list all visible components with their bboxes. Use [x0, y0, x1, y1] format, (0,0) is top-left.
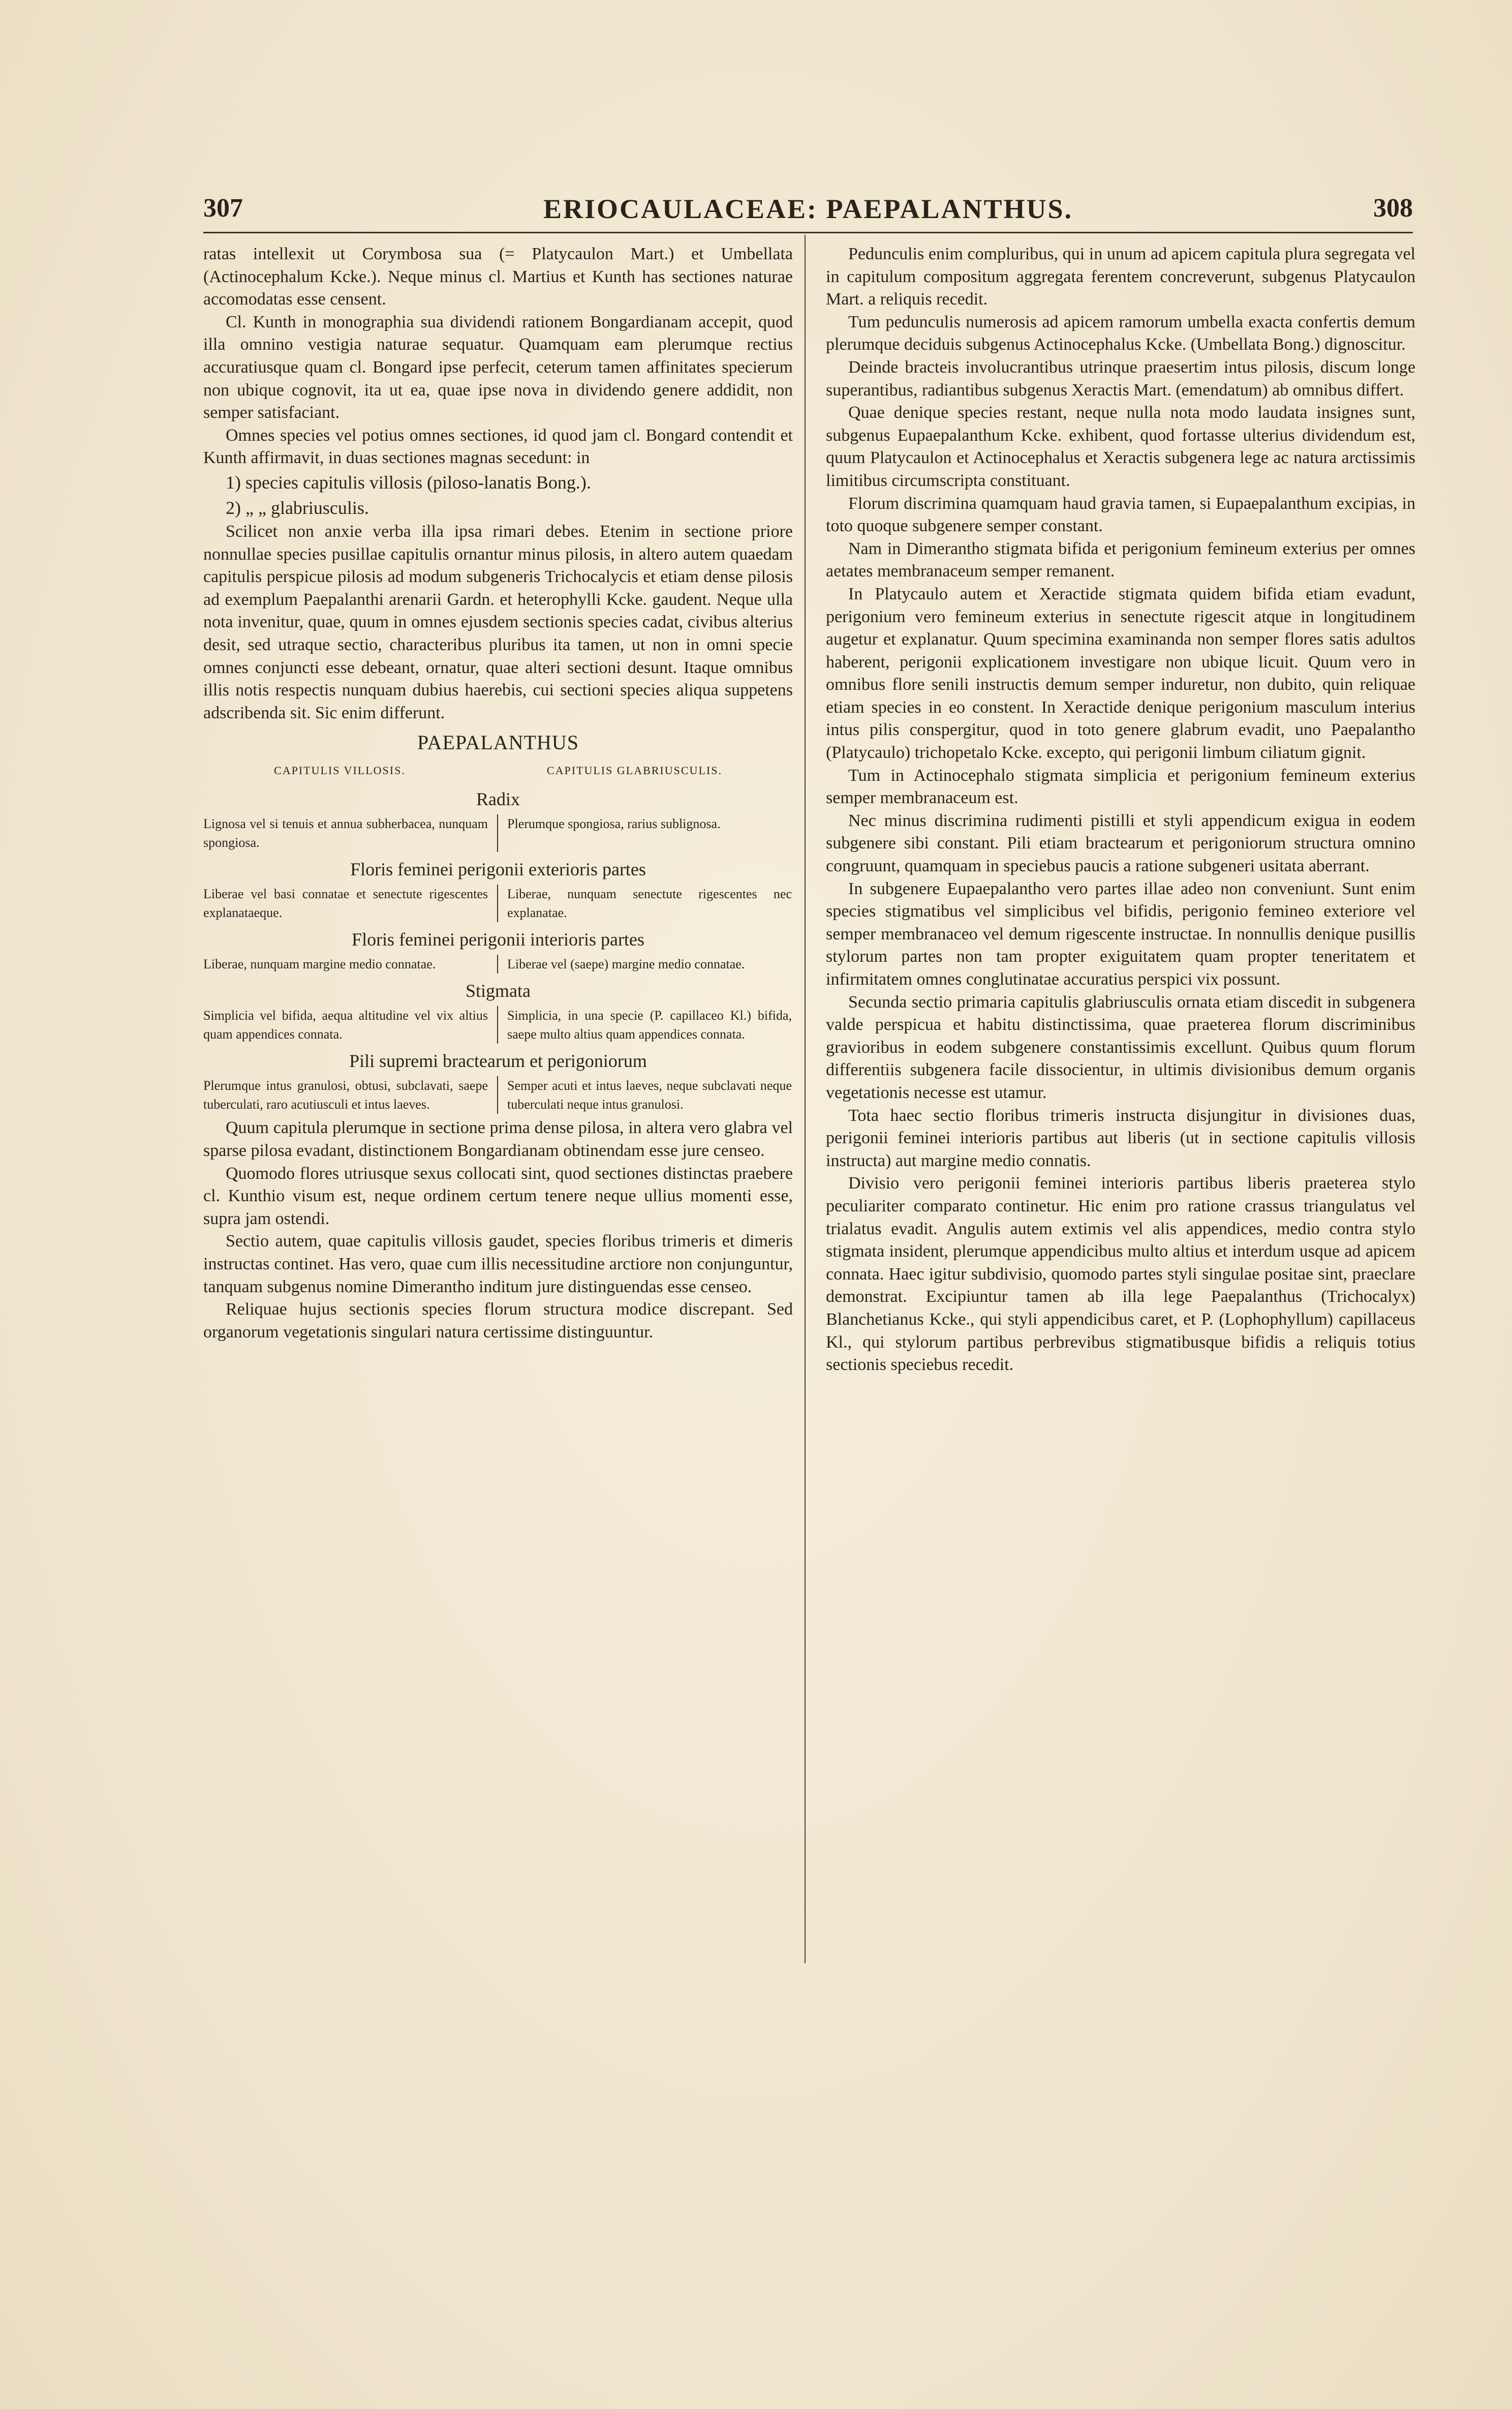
page-number-right: 308 [1373, 194, 1413, 223]
paragraph: Scilicet non anxie verba illa ipsa rimari debes. Etenim in sectione priore nonnullae species pusillae capitulis ornantur minus pilosis, in altero autem quaedam capitulis perspicue pilosis ad modum subgeneris Trichocalycis et etiam dense pilosis ad exemplum Paepalanthi arenarii Gardn. et heterophylli Kcke. gaudent. Neque ulla nota invenitur, quae, quum in omnes ejusdem sectionis species cadat, civibus alterius desit, sed utraque sectio, characteribus pluribus ita tamen, ut non in omni specie omnes conjuncti esse debeant, ornatur, quae alteri sectioni desunt. Itaque omnibus illis notis respectis nunquam dubius haerebis, cui sectioni species aliqua suppetens adscribenda sit. Sic enim differunt. [203, 522, 793, 722]
running-title: ERIOCAULACEAE: PAEPALANTHUS. [543, 194, 1073, 224]
paragraph: Quae denique species restant, neque nulla nota modo laudata insignes sunt, subgenus Eupaepalanthum Kcke. exhibent, quod fortasse ulterius dividendum est, quum Platycaulon et Actinocephalus et Xeractis subgenera lege ac natura arctissimis limitibus circumscripta constituant. [826, 403, 1415, 490]
paragraph: In subgenere Eupaepalantho vero partes illae adeo non conveniunt. Sunt enim species stigmatibus vel simplicibus vel bifidis, perigonio femineo exteriore vel semper membranaceo vel demum rigescente instructae. In nonnullis denique pusillis stylorum partes non tam propter exiguitatem quam propter teneritatem et infirmitatem omnes conglutinatae accuratius perspici vix possunt. [826, 879, 1415, 989]
paragraph: Cl. Kunth in monographia sua dividendi rationem Bongardianam accepit, quod illa omnino vestigia naturae sequatur. Quamquam eam plerumque rectius accuratiusque quam cl. Bongard ipse perfecit, ceterum tamen affinitates specierum non ubique cognovit, ita ut ea, quae ipse nova in dividendo genere addidit, non semper satisfaciant. [203, 312, 793, 422]
paragraph: Tum pedunculis numerosis ad apicem ramorum umbella exacta confertis demum plerumque deciduis subgenus Actinocephalus Kcke. (Umbellata Bong.) dignoscitur. [826, 312, 1415, 354]
paragraph: Omnes species vel potius omnes sectiones, id quod jam cl. Bongard contendit et Kunth affirmavit, in duas sectiones magnas secedunt: in [203, 425, 793, 468]
cell-right: Simplicia, in una specie (P. capillaceo Kl.) bifida, saepe multo altius quam appendices connata. [507, 1008, 792, 1042]
row-heading: Radix [476, 789, 520, 810]
paragraph: In Platycaulo autem et Xeractide stigmata quidem bifida etiam evadunt, perigonium vero femineum exterius in senectute rigescit atque in longitudinem augetur et explanatur. Quum specimina examinanda non semper flores satis adultos haberent, perigonii explicationem investigare non ubique licuit. Quum vero in omnibus flore senili instructis demum semper induretur, non dubito, quin reliquae etiam species in eo constent. In Xeractide denique perigonium masculum interius intus pilis conspergitur, quod in toto genere glabrum evadit, uno Paepalantho (Platycaulo) trichopetalo Kcke. excepto, qui perigonii limbum ciliatum gignit. [826, 584, 1415, 763]
row-heading: Pili supremi bractearum et perigoniorum [349, 1051, 647, 1072]
cell-left: Lignosa vel si tenuis et annua subherbacea, nunquam spongiosa. [203, 814, 498, 852]
column-header-left: CAPITULIS VILLOSIS. [274, 764, 406, 777]
column-header-right: CAPITULIS GLABRIUSCULIS. [546, 764, 722, 777]
paragraph: Nam in Dimerantho stigmata bifida et perigonium femineum exterius per omnes aetates membranaceum semper remanent. [826, 539, 1415, 581]
paragraph: Tota haec sectio floribus trimeris instructa disjungitur in divisiones duas, perigonii feminei interioris partibus aut liberis (ut in sectione capitulis villosis instructa) aut margine medio connatis. [826, 1106, 1415, 1170]
row-heading: Stigmata [466, 981, 531, 1001]
list-item: 2) „ „ glabriusculis. [226, 497, 369, 518]
comparison-row [203, 885, 793, 922]
header-rule [203, 232, 1413, 233]
row-heading: Floris feminei perigonii interioris partes [352, 929, 644, 950]
cell-right: Semper acuti et intus laeves, neque subclavati neque tuberculati neque intus granulosi. [507, 1078, 792, 1112]
paragraph: ratas intellexit ut Corymbosa sua (= Platycaulon Mart.) et Umbellata (Actinocephalum Kcke.). Neque minus cl. Martius et Kunth has sectiones naturae accomodatas esse censent. [203, 245, 793, 309]
paragraph: Nec minus discrimina rudimenti pistilli et styli appendicum exigua in eodem subgenere sibi constant. Pili etiam bractearum et perigoniorum structura omnino congruunt, quamquam in speciebus paucis a ratione subgeneri usitata aberrant. [826, 811, 1415, 876]
page-number-left: 307 [203, 194, 243, 223]
row-heading: Floris feminei perigonii exterioris partes [350, 859, 646, 880]
paragraph: Quum capitula plerumque in sectione prima dense pilosa, in altera vero glabra vel sparse pilosa evadant, distinctionem Bongardianam obtinendam esse jure censeo. [203, 1118, 793, 1161]
right-column [826, 243, 1415, 1377]
paragraph: Divisio vero perigonii feminei interioris partibus liberis praeterea stylo peculiariter comparato continetur. Hic enim pro ratione crassus triangulatus vel trialatus evadit. Angulis autem extimis vel alis appendices, medio contra stylo stigmata insident, plerumque appendicibus multo altius et interdum usque ad apicem connata. Haec igitur subdivisio, quomodo partes styli singulae positae sint, praeclare demonstrat. Excipiuntur tamen ab illa lege Paepalanthus (Trichocalyx) Blanchetianus Kcke., qui styli appendicibus caret, et P. (Lophophyllum) capillaceus Kl., qui stylorum partibus perbrevibus stigmatibusque bifidis a reliquis totius sectionis speciebus recedit. [826, 1174, 1415, 1375]
paragraph: Florum discrimina quamquam haud gravia tamen, si Eupaepalanthum excipias, in toto quoque subgenere semper constant. [826, 494, 1415, 536]
list-item: 1) species capitulis villosis (piloso-lanatis Bong.). [226, 472, 591, 493]
comparison-row [203, 1076, 793, 1114]
paragraph: Reliquae hujus sectionis species florum structura modice discrepant. Sed organorum vegetationis singulari natura certissime distinguuntur. [203, 1300, 793, 1341]
paragraph: Deinde bracteis involucrantibus utrinque praesertim intus pilosis, discum longe superantibus, radiantibus subgenus Xeractis Mart. (emendatum) ab omnibus differt. [826, 357, 1415, 400]
comparison-row [203, 955, 793, 973]
paragraph: Sectio autem, quae capitulis villosis gaudet, species floribus trimeris et dimeris instructas continet. Has vero, quae cum illis necessitudine arctiore non conjunguntur, tanquam subgenus nomine Dimerantho inditum jure distinguendas esse censeo. [203, 1232, 793, 1296]
cell-left: Liberae, nunquam margine medio connatae. [203, 955, 498, 973]
cell-left: Simplicia vel bifida, aequa altitudine vel vix altius quam appendices connata. [203, 1006, 498, 1044]
paragraph: Secunda sectio primaria capitulis glabriusculis ornata etiam discedit in subgenera valde perspicua et habitu distinctissima, quae praeterea florum discriminibus gravioribus in eodem subgenere constantissimis excellunt. Quibus quum florum differentiis subgenera facile dissocientur, in ultimis divisionibus demum organis vegetationis necesse est utamur. [826, 992, 1415, 1102]
comparison-row [203, 814, 793, 852]
cell-right: Liberae vel (saepe) margine medio connatae. [507, 957, 745, 972]
paragraph: Quomodo flores utriusque sexus collocati sint, quod sectiones distinctas praebere cl. Kunthio visum est, neque ordinem certum tenere neque ullius momenti esse, supra jam ostendi. [203, 1164, 793, 1228]
cell-right: Plerumque spongiosa, rarius sublignosa. [507, 816, 721, 832]
paragraph: Pedunculis enim compluribus, qui in unum ad apicem capitula plura segregata vel in capitulum compositum aggregata ferentem concreverunt, subgenus Platycaulon Mart. a reliquis recedit. [826, 245, 1415, 309]
table-column-headers [203, 759, 793, 782]
table-title: PAEPALANTHUS [417, 731, 579, 754]
paragraph: Tum in Actinocephalo stigmata simplicia et perigonium femineum exterius semper membranaceum est. [826, 766, 1415, 808]
running-header [203, 193, 1413, 234]
comparison-row [203, 1006, 793, 1044]
column-divider [805, 235, 806, 1963]
cell-right: Liberae, nunquam senectute rigescentes nec explanatae. [507, 887, 792, 921]
cell-left: Liberae vel basi connatae et senectute rigescentes explanataeque. [203, 885, 498, 922]
cell-left: Plerumque intus granulosi, obtusi, subclavati, saepe tuberculati, raro acutiusculi et intus laeves. [203, 1076, 498, 1114]
left-column [203, 243, 793, 1344]
